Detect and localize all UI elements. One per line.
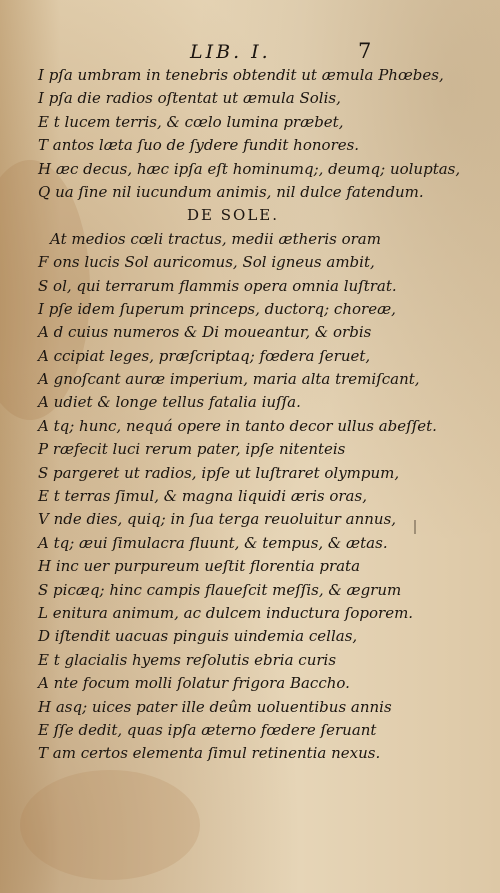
page-number: 7 bbox=[358, 39, 372, 63]
verse-line: A udiet & longe tellus fatalia iuſſa. bbox=[38, 393, 301, 412]
verse-line: H asq; uices pater ille deûm uoluentibus annis bbox=[38, 697, 392, 716]
verse-line: I pſa die radios oſtentat ut æmula Solis, bbox=[38, 89, 341, 108]
verse-line: V nde dies, quiq; in ſua terga reuoluitur annus, bbox=[38, 510, 397, 529]
verse-line: At medios cœli tractus, medii ætheris oram bbox=[50, 229, 381, 248]
verse-line: A nte focum molli ſolatur frigora Baccho. bbox=[38, 674, 350, 693]
verse-line: A d cuius numeros & Di moueantur, & orbis bbox=[38, 323, 372, 342]
verse-line: E t lucem terris, & cœlo lumina præbet, bbox=[38, 112, 344, 131]
verse-line: S pargeret ut radios, ipſe ut luſtraret olympum, bbox=[38, 463, 400, 482]
verse-line: P ræfecit luci rerum pater, ipſe nitenteis bbox=[38, 440, 346, 459]
verse-line: A tq; æui ſimulacra fluunt, & tempus, & ætas. bbox=[38, 533, 388, 552]
section-heading: DE SOLE. bbox=[187, 206, 279, 225]
verse-line: H inc uer purpureum ueſtit florentia prata bbox=[38, 557, 361, 576]
verse-line: H æc decus, hæc ipſa eſt hominumq;, deumq; uoluptas, bbox=[38, 159, 461, 178]
verse-line: E t terras ſimul, & magna liquidi æris oras, bbox=[38, 487, 367, 506]
verse-line: T am certos elementa ſimul retinentia nexus. bbox=[38, 744, 381, 763]
verse-line: E ſſe dedit, quas ipſa æterno fœdere ſeruant bbox=[38, 720, 377, 739]
verse-line: S ol, qui terrarum flammis opera omnia luſtrat. bbox=[38, 276, 397, 295]
verse-line: A tq; hunc, nequá opere in tanto decor ullus abeſſet. bbox=[38, 416, 437, 435]
verse-line: L enitura animum, ac dulcem inductura ſoporem. bbox=[38, 603, 414, 622]
verse-line: D iſtendit uacuas pinguis uindemia cellas, bbox=[38, 627, 358, 646]
verse-line: T antos læta ſuo de ſydere fundit honores. bbox=[38, 136, 360, 155]
verse-line: I pſe idem ſuperum princeps, ductorq; choreæ, bbox=[38, 299, 396, 318]
verse-line: I pſa umbram in tenebris obtendit ut æmula Phœbes, bbox=[38, 66, 444, 84]
running-head: LIB. I. bbox=[190, 41, 271, 63]
age-stain bbox=[20, 770, 200, 880]
verse-line: S picæq; hinc campis flaueſcit meſſis, & ægrum bbox=[38, 580, 402, 599]
verse-line: A ccipiat leges, præſcriptaq; fœdera ſeruet, bbox=[38, 346, 371, 365]
verse-line: Q ua ſine nil iucundum animis, nil dulce fatendum. bbox=[38, 182, 424, 201]
verse-line: E t glacialis hyems reſolutis ebria curis bbox=[38, 650, 337, 669]
verse-line: A gnoſcant auræ imperium, maria alta tremiſcant, bbox=[38, 370, 420, 389]
verse-line: F ons lucis Sol auricomus, Sol igneus ambit, bbox=[38, 253, 375, 272]
poem-text bbox=[38, 64, 461, 766]
